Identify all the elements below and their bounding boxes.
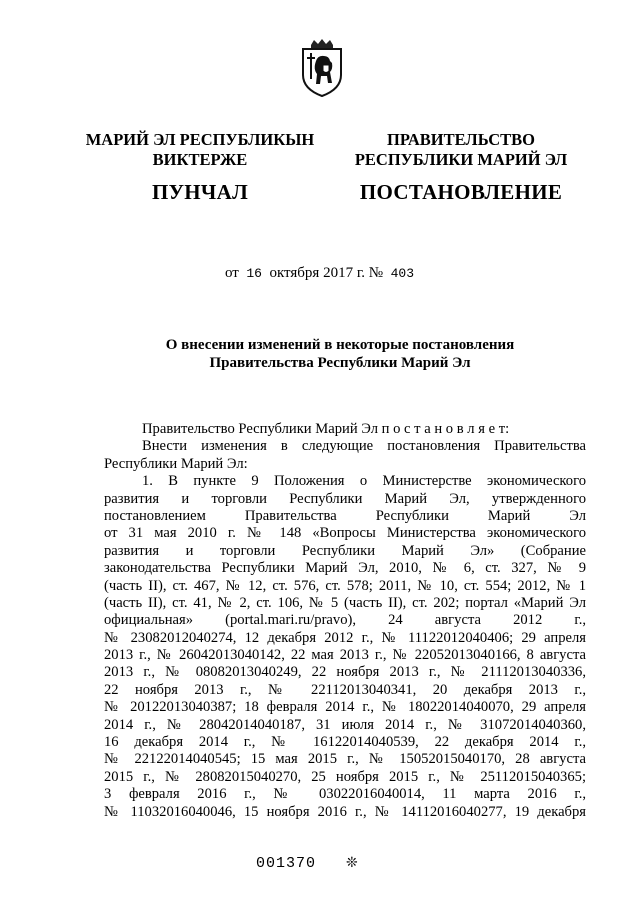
document-number: 403	[390, 266, 415, 281]
body-line: Республики Марий Эл:	[104, 455, 248, 472]
asterisk-mark-icon: ❊	[346, 855, 359, 871]
body-line: постановлением Правительства Республики Марий Эл	[104, 507, 586, 524]
body-line: № 11032016040046, 15 ноября 2016 г., № 14112016040277, 19 декабря	[104, 803, 586, 820]
header-left	[80, 130, 320, 202]
body-line: официальная» (portal.mari.ru/pravo), 24 августа 2012 г.,	[104, 612, 586, 629]
body-line: 2013 г., № 26042013040142, 22 мая 2013 г., № 22052013040166, 8 августа	[104, 647, 586, 664]
body-line: № 22122014040545; 15 мая 2015 г., № 15052015040170, 28 августа	[104, 751, 586, 768]
serial-number: 001370	[256, 855, 317, 872]
body-line: 1. В пункте 9 Положения о Министерстве экономического	[142, 473, 586, 490]
header-right-line1: ПРАВИТЕЛЬСТВО	[387, 130, 535, 149]
body-line: № 23082012040274, 12 декабря 2012 г., № 11122012040406; 29 апреля	[104, 629, 586, 646]
coat-of-arms-icon	[299, 39, 345, 97]
body-line: № 20122013040387; 18 февраля 2014 г., № 18022014040070, 29 апреля	[104, 699, 586, 716]
body-line: 16 декабря 2014 г., № 16122014040539, 22 декабря 2014 г.,	[104, 734, 586, 751]
body-line: (часть II), ст. 41, № 2, ст. 106, № 5 (часть II), ст. 202; портал «Марий Эл	[104, 594, 586, 611]
body-line: Правительство Республики Марий Эл п о с т а н о в л я е т:	[142, 421, 510, 437]
date-prefix: от	[224, 265, 239, 281]
header-left-line2: ВИКТЕРЖЕ	[152, 150, 248, 169]
title-line-2: Правительства Республики Марий Эл	[209, 355, 471, 371]
header-left-title: ПУНЧАЛ	[151, 180, 249, 204]
title-line-1: О внесении изменений в некоторые постановления	[165, 337, 515, 353]
document-title	[100, 336, 580, 372]
body-line: 2015 г., № 28082015040270, 25 ноября 2015 г., № 25112015040365;	[104, 768, 586, 785]
body-line: развития и торговли Республики Марий Эл, утвержденного	[104, 490, 586, 507]
body-line: развития и торговли Республики Марий Эл» (Собрание	[104, 542, 586, 559]
body-line: (часть II), ст. 467, № 12, ст. 576, ст. 578; 2011, № 10, ст. 554; 2012, № 1	[104, 577, 586, 594]
date-month-year: октября 2017 г. №	[269, 265, 384, 281]
header-right-title: ПОСТАНОВЛЕНИЕ	[359, 180, 563, 204]
document-body	[104, 421, 586, 821]
date-day: 16	[246, 266, 262, 281]
body-line: от 31 мая 2010 г. № 148 «Вопросы Министерства экономического	[104, 525, 586, 542]
body-line: 2013 г., № 08082013040249, 22 ноября 2013 г., № 21112013040336,	[104, 664, 586, 681]
body-line: 3 февраля 2016 г., № 03022016040014, 11 марта 2016 г.,	[104, 786, 586, 803]
header-right-line2: РЕСПУБЛИКИ МАРИЙ ЭЛ	[354, 150, 568, 169]
header-left-line1: МАРИЙ ЭЛ РЕСПУБЛИКЫН	[85, 130, 315, 149]
page-footer	[256, 855, 359, 872]
date-line	[0, 265, 639, 282]
body-line: 2014 г., № 28042014040187, 31 июля 2014 г., № 31072014040360,	[104, 716, 586, 733]
body-line: законодательства Республики Марий Эл, 2010, № 6, ст. 327, № 9	[104, 560, 586, 577]
header-right	[336, 130, 586, 202]
body-line: 22 ноября 2013 г., № 22112013040341, 20 декабря 2013 г.,	[104, 681, 586, 698]
body-line: Внести изменения в следующие постановления Правительства	[142, 438, 586, 455]
